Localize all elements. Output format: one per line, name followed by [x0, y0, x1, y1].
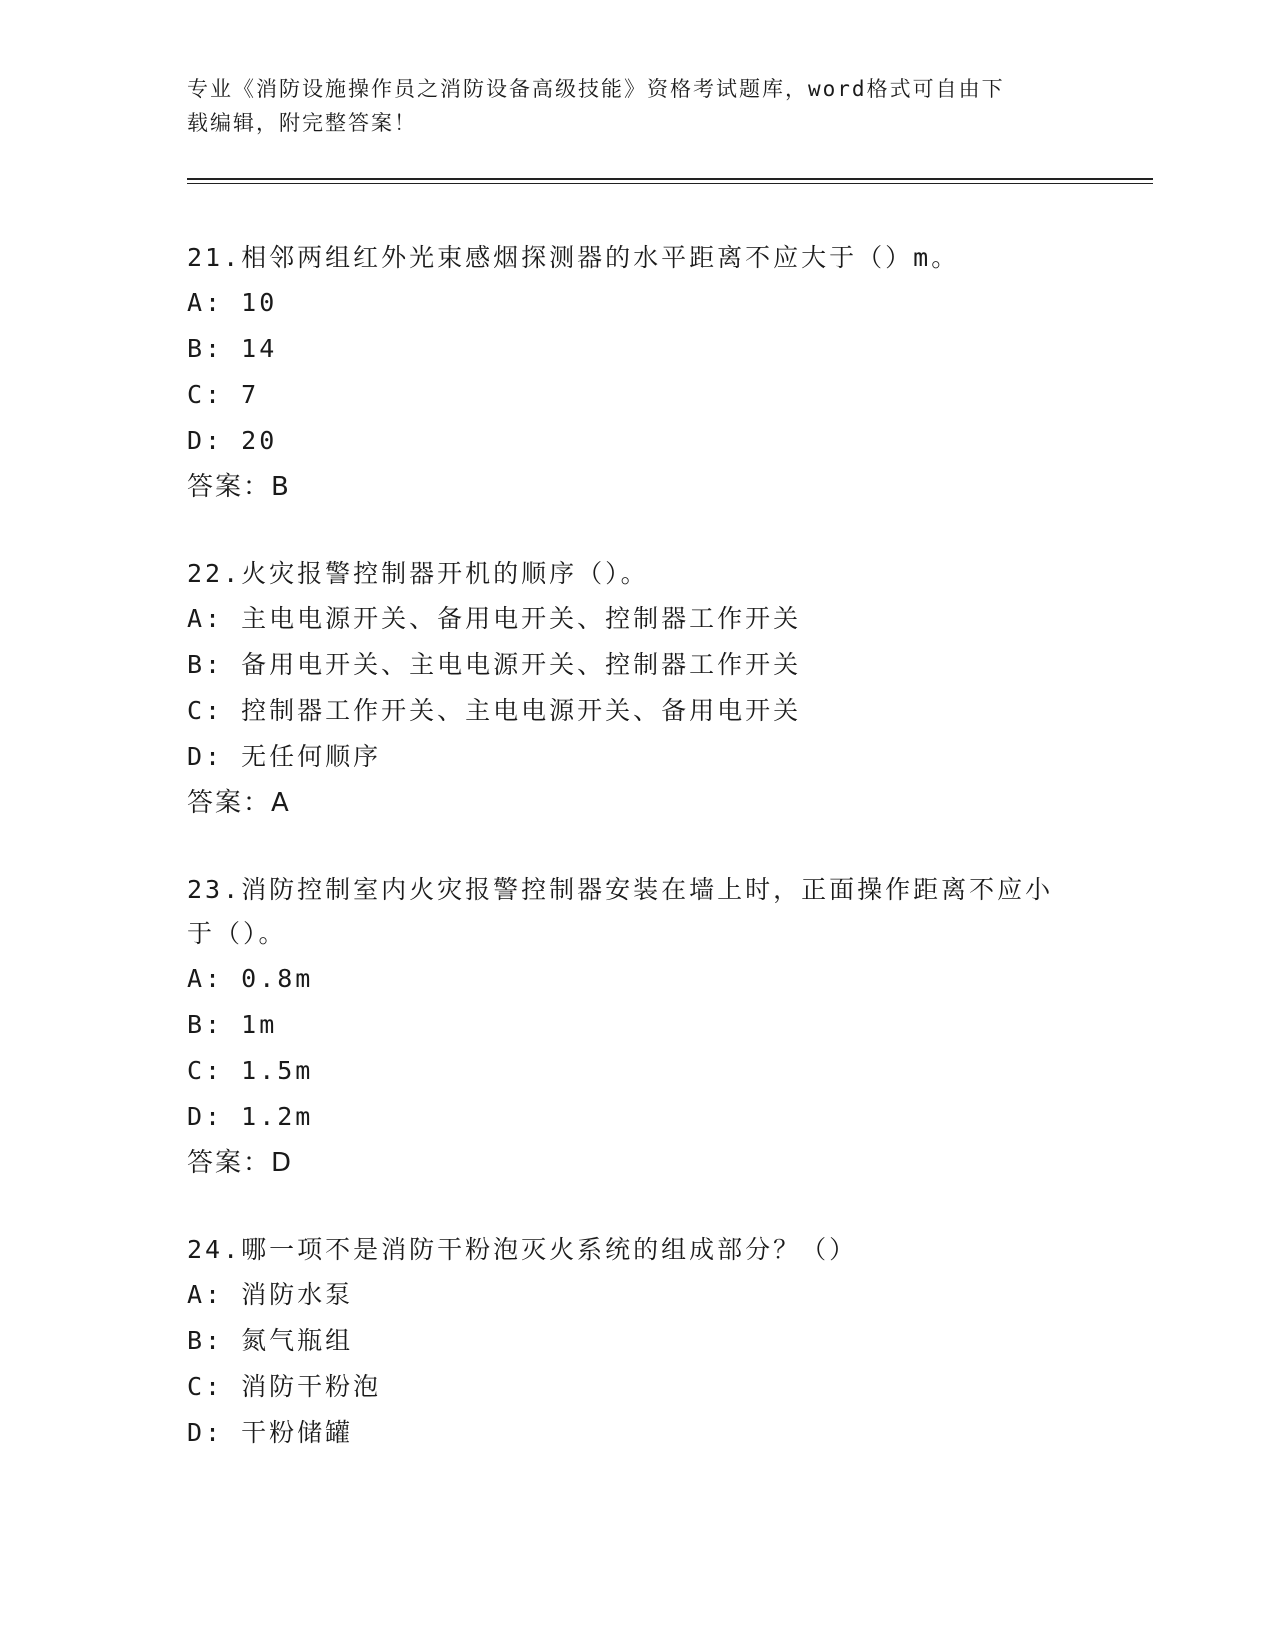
option-b: B: 备用电开关、主电电源开关、控制器工作开关 — [187, 650, 802, 679]
question-list — [187, 236, 1087, 1456]
header-line-2: 载编辑，附完整答案！ — [187, 111, 417, 135]
option-a: A: 消防水泵 — [187, 1280, 354, 1309]
option-c: C: 1.5m — [187, 1056, 314, 1085]
option-b: B: 1m — [187, 1010, 278, 1039]
option-d: D: 无任何顺序 — [187, 742, 382, 771]
answer: 答案：A — [187, 788, 291, 818]
option-b: B: 氮气瓶组 — [187, 1326, 354, 1355]
question-23 — [187, 868, 1087, 1186]
header-line-1: 专业《消防设施操作员之消防设备高级技能》资格考试题库，word格式可自由下 — [187, 77, 1005, 101]
option-d: D: 1.2m — [187, 1102, 314, 1131]
question-21 — [187, 236, 1087, 510]
option-d: D: 20 — [187, 426, 278, 455]
option-c: C: 7 — [187, 380, 260, 409]
answer: 答案：D — [187, 1148, 294, 1178]
header-divider-thin — [187, 183, 1153, 184]
question-24 — [187, 1228, 1087, 1456]
header-divider — [187, 178, 1153, 180]
document-header — [187, 72, 1087, 140]
question-22 — [187, 552, 1087, 826]
option-c: C: 控制器工作开关、主电电源开关、备用电开关 — [187, 696, 802, 725]
question-stem: 22.火灾报警控制器开机的顺序（）。 — [187, 559, 649, 588]
option-a: A: 0.8m — [187, 964, 314, 993]
option-a: A: 主电电源开关、备用电开关、控制器工作开关 — [187, 604, 802, 633]
question-stem: 23.消防控制室内火灾报警控制器安装在墙上时，正面操作距离不应小 — [187, 875, 1054, 904]
option-c: C: 消防干粉泡 — [187, 1372, 382, 1401]
question-stem: 21.相邻两组红外光束感烟探测器的水平距离不应大于（）m。 — [187, 243, 960, 272]
option-d: D: 干粉储罐 — [187, 1418, 354, 1447]
question-stem-continued: 于（）。 — [187, 919, 287, 948]
option-a: A: 10 — [187, 288, 278, 317]
answer: 答案：B — [187, 472, 291, 502]
question-stem: 24.哪一项不是消防干粉泡灭火系统的组成部分？（） — [187, 1235, 858, 1264]
option-b: B: 14 — [187, 334, 278, 363]
